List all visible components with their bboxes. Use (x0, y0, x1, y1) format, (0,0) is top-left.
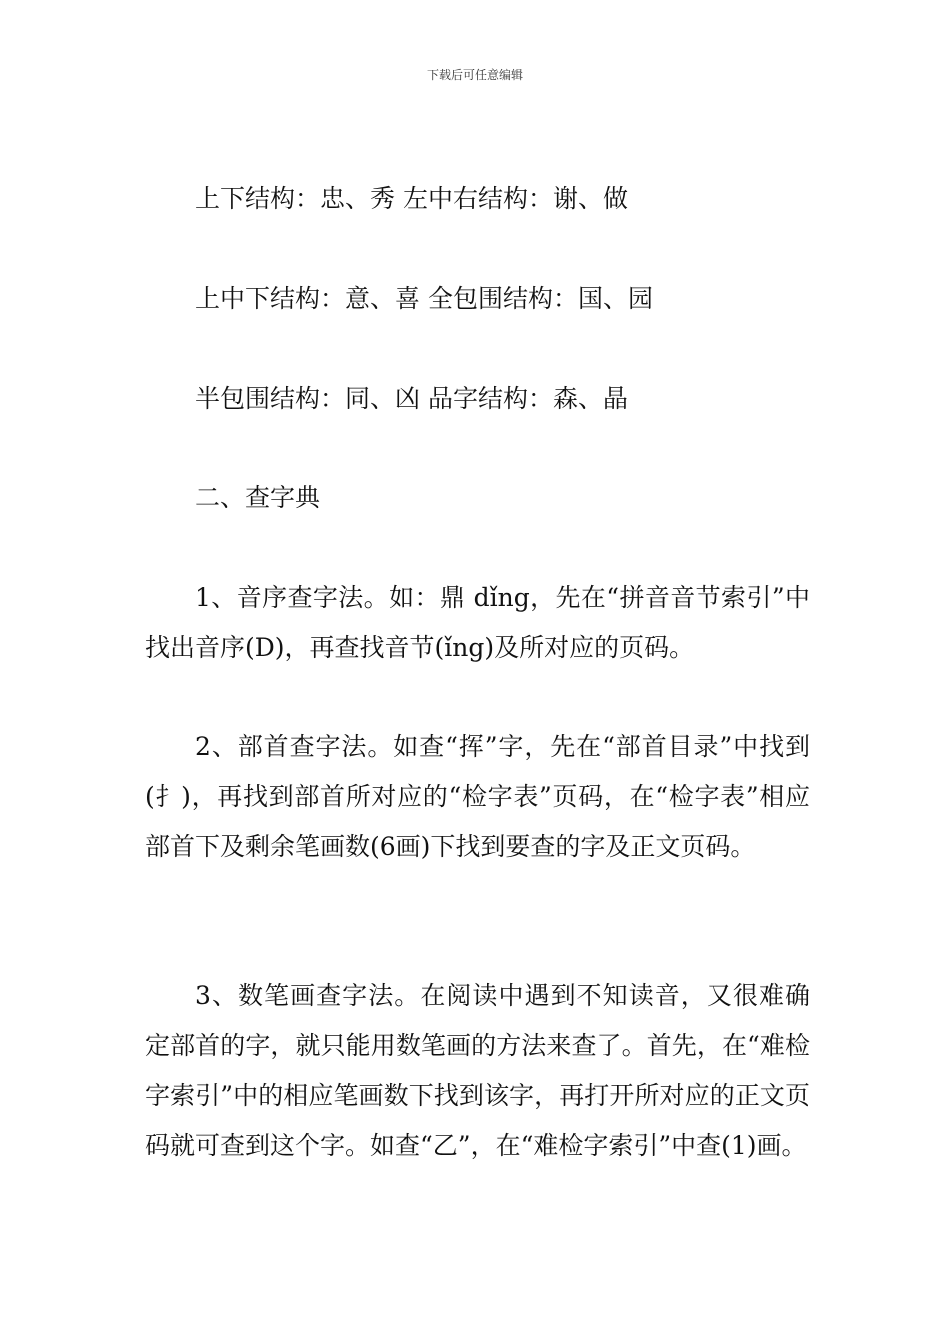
structure-line-3: 半包围结构：同、凶 品字结构：森、晶 (195, 384, 628, 413)
structure-line-1: 上下结构：忠、秀 左中右结构：谢、做 (195, 184, 628, 213)
paragraph-radical-lookup: 2、部首查字法。如查“挥”字，先在“部首目录”中找到(扌)，再找到部首所对应的“检字表”页码，在“检字表”相应部首下及剩余笔画数(6画)下找到要查的字及正文页码。 (145, 732, 810, 861)
paragraph-phonetic-lookup: 1、音序查字法。如：鼎 dǐng，先在“拼音音节索引”中找出音序(D)，再查找音节(ǐng)及所对应的页码。 (145, 583, 810, 662)
section-heading: 二、查字典 (195, 483, 321, 512)
paragraph-stroke-lookup: 3、数笔画查字法。在阅读中遇到不知读音，又很难确定部首的字，就只能用数笔画的方法来查了。首先，在“难检字索引”中的相应笔画数下找到该字，再打开所对应的正文页码就可查到这个字。如查“乙”，在“难检字索引”中查(1)画。 (145, 981, 810, 1160)
page-header: 下载后可任意编辑 (426, 68, 523, 82)
structure-line-2: 上中下结构：意、喜 全包围结构：国、园 (195, 284, 653, 313)
